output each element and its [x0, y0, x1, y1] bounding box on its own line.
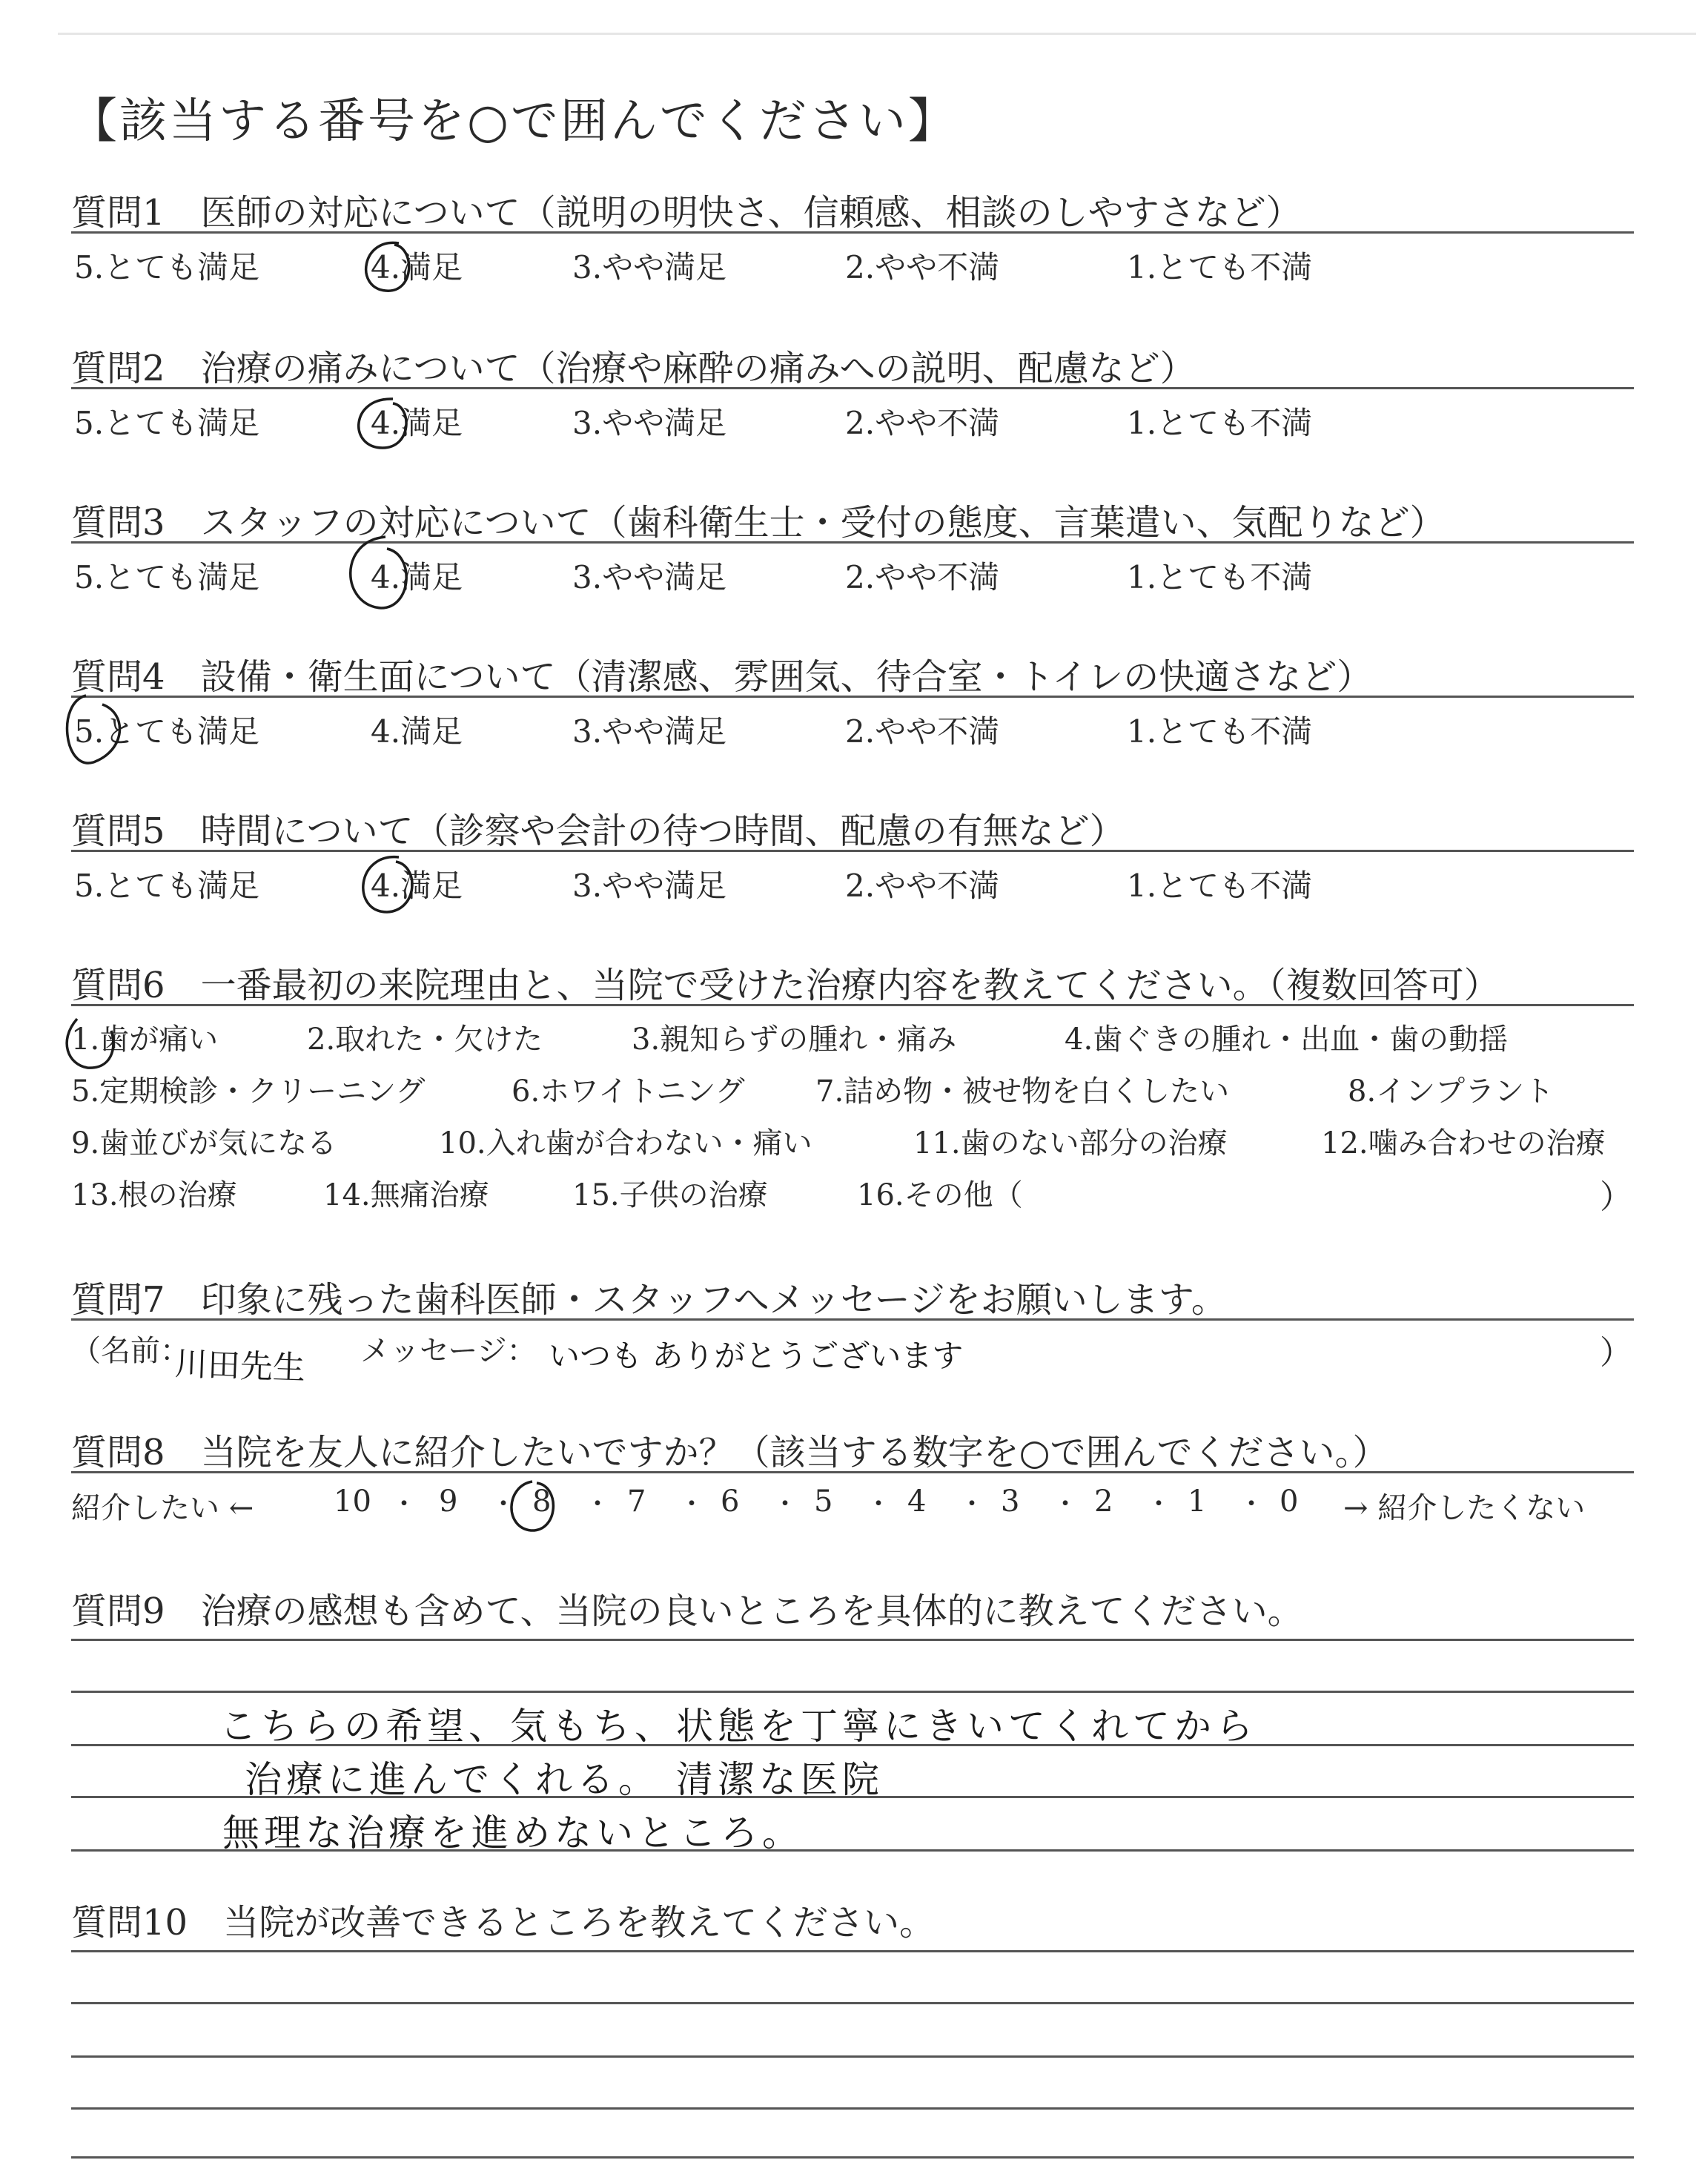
question-text: 治療の痛みについて（治療や麻酔の痛みへの説明、配慮など） [200, 348, 1196, 389]
q2-option-2[interactable]: 2.やや不満 [845, 405, 1000, 441]
q5-option-5[interactable]: 5.とても満足 [74, 868, 260, 904]
q8-scale-5[interactable]: 5 [814, 1484, 833, 1519]
q2-option-5[interactable]: 5.とても満足 [74, 405, 260, 441]
question-label: 質問6 [71, 965, 165, 1006]
answer-line [71, 2107, 1634, 2110]
answer-line [71, 2055, 1634, 2058]
q4-option-1[interactable]: 1.とても不満 [1127, 713, 1313, 750]
q7-handwritten-message[interactable]: いつも ありがとうございます [549, 1338, 964, 1374]
question-rule [71, 387, 1634, 389]
q8-scale-1[interactable]: 1 [1188, 1484, 1207, 1519]
q6-option-2[interactable]: 2.取れた・欠けた [307, 1023, 543, 1057]
question-rule [71, 1318, 1634, 1321]
q6-option-3[interactable]: 3.親知らずの腫れ・痛み [632, 1023, 957, 1057]
q1-option-5[interactable]: 5.とても満足 [74, 249, 260, 285]
question-text: 時間について（診察や会計の待つ時間、配慮の有無など） [200, 810, 1125, 852]
question-3 [71, 494, 1446, 545]
q8-scale-separator: ・ [490, 1489, 517, 1519]
q3-option-2[interactable]: 2.やや不満 [845, 559, 1000, 595]
q3-option-4[interactable]: 4.満足 [371, 559, 463, 595]
question-text: 治療の感想も含めて、当院の良いところを具体的に教えてください。 [200, 1591, 1303, 1632]
question-label: 質問9 [71, 1591, 165, 1632]
q6-option-8[interactable]: 8.インプラント [1348, 1074, 1555, 1109]
q8-left-label: 紹介したい ← [71, 1491, 254, 1525]
question-rule [71, 1004, 1634, 1006]
q6-option-7[interactable]: 7.詰め物・被せ物を白くしたい [815, 1074, 1230, 1109]
answer-line [71, 1639, 1634, 1641]
q8-scale-separator: ・ [584, 1489, 612, 1519]
question-label: 質問7 [71, 1279, 165, 1321]
question-text: 当院が改善できるところを教えてください。 [223, 1902, 936, 1943]
q8-scale-9[interactable]: 9 [439, 1484, 458, 1519]
question-label: 質問5 [71, 810, 165, 852]
answer-line [71, 1950, 1634, 1952]
answer-line [71, 1691, 1634, 1693]
q8-scale-4[interactable]: 4 [907, 1484, 927, 1519]
question-9 [71, 1582, 1303, 1634]
q8-scale-separator: ・ [1052, 1489, 1079, 1519]
q9-handwritten-line-3[interactable]: 無理な治療を進めないところ。 [222, 1811, 804, 1855]
q8-scale-8[interactable]: 8 [532, 1484, 552, 1519]
q8-scale-separator: ・ [1238, 1489, 1265, 1519]
question-6 [71, 957, 1500, 1008]
q8-scale-separator: ・ [391, 1489, 418, 1519]
q6-option-9[interactable]: 9.歯並びが気になる [71, 1126, 337, 1160]
question-text: スタッフの対応について（歯科衛生士・受付の態度、言葉遣い、気配りなど） [200, 502, 1446, 544]
question-rule [71, 1471, 1634, 1473]
q6-option-15[interactable]: 15.子供の治療 [572, 1178, 768, 1212]
q5-option-1[interactable]: 1.とても不満 [1127, 868, 1313, 904]
q1-option-3[interactable]: 3.やや満足 [572, 249, 727, 285]
question-1 [71, 184, 1302, 235]
question-4 [71, 648, 1372, 699]
question-7 [71, 1271, 1227, 1322]
q7-handwritten-name[interactable]: 川田先生 [174, 1344, 306, 1388]
q8-scale-separator: ・ [772, 1489, 799, 1519]
q4-option-2[interactable]: 2.やや不満 [845, 713, 1000, 750]
question-text: 一番最初の来院理由と、当院で受けた治療内容を教えてください。（複数回答可） [200, 965, 1500, 1006]
q6-option-10[interactable]: 10.入れ歯が合わない・痛い [439, 1126, 812, 1160]
q8-scale-separator: ・ [865, 1489, 893, 1519]
question-label: 質問10 [71, 1902, 188, 1943]
q1-option-2[interactable]: 2.やや不満 [845, 249, 1000, 285]
q1-option-1[interactable]: 1.とても不満 [1127, 249, 1313, 285]
q9-handwritten-line-2[interactable]: 治療に進んでくれる。 清潔な医院 [245, 1758, 884, 1801]
q6-option-11[interactable]: 11.歯のない部分の治療 [913, 1126, 1228, 1160]
question-label: 質問8 [71, 1432, 165, 1473]
q6-option-5[interactable]: 5.定期検診・クリーニング [71, 1074, 426, 1109]
q8-scale-6[interactable]: 6 [721, 1484, 740, 1519]
q5-option-3[interactable]: 3.やや満足 [572, 868, 727, 904]
q3-option-3[interactable]: 3.やや満足 [572, 559, 727, 595]
q8-scale-separator: ・ [1145, 1489, 1173, 1519]
question-10 [71, 1894, 935, 1945]
q1-option-4[interactable]: 4.満足 [371, 249, 463, 285]
q7-close-paren: ） [1600, 1334, 1632, 1372]
q2-option-3[interactable]: 3.やや満足 [572, 405, 727, 441]
question-text: 医師の対応について（説明の明快さ、信頼感、相談のしやすさなど） [200, 192, 1302, 234]
q8-right-label: → 紹介したくない [1343, 1491, 1586, 1525]
q6-option-13[interactable]: 13.根の治療 [71, 1178, 237, 1212]
q3-option-5[interactable]: 5.とても満足 [74, 559, 260, 595]
q7-name-label: （名前： [71, 1334, 190, 1368]
q6-option-6[interactable]: 6.ホワイトニング [512, 1074, 745, 1109]
question-text: 印象に残った歯科医師・スタッフへメッセージをお願いします。 [200, 1279, 1227, 1321]
question-label: 質問3 [71, 502, 165, 544]
q6-other-close-paren: ） [1600, 1178, 1632, 1216]
question-5 [71, 802, 1125, 853]
q7-message-label: メッセージ： [360, 1334, 537, 1368]
q6-option-12[interactable]: 12.噛み合わせの治療 [1321, 1126, 1606, 1160]
q5-option-4[interactable]: 4.満足 [371, 868, 463, 904]
q8-scale-separator: ・ [678, 1489, 706, 1519]
page-top-border [58, 33, 1696, 35]
q8-scale-2[interactable]: 2 [1094, 1484, 1113, 1519]
question-rule [71, 850, 1634, 852]
question-text: 当院を友人に紹介したいですか？（該当する数字を○で囲んでください。） [200, 1432, 1388, 1473]
q8-scale-separator: ・ [959, 1489, 986, 1519]
q6-option-14[interactable]: 14.無痛治療 [323, 1178, 489, 1212]
question-8 [71, 1424, 1388, 1475]
q9-handwritten-line-1[interactable]: こちらの希望、気もち、状態を丁寧にきいてくれてから [219, 1705, 1257, 1748]
question-rule [71, 541, 1634, 544]
question-text: 設備・衛生面について（清潔感、雰囲気、待合室・トイレの快適さなど） [200, 656, 1373, 698]
q8-scale-0[interactable]: 0 [1280, 1484, 1299, 1519]
q6-option-4[interactable]: 4.歯ぐきの腫れ・出血・歯の動揺 [1065, 1023, 1509, 1057]
q8-scale-7[interactable]: 7 [627, 1484, 646, 1519]
answer-line [71, 2002, 1634, 2004]
q5-option-2[interactable]: 2.やや不満 [845, 868, 1000, 904]
q8-scale-3[interactable]: 3 [1001, 1484, 1020, 1519]
answer-line [71, 2156, 1634, 2159]
question-2 [71, 340, 1196, 391]
q4-option-4[interactable]: 4.満足 [371, 713, 463, 750]
q8-scale-10[interactable]: 10 [334, 1484, 371, 1519]
question-label: 質問1 [71, 192, 165, 234]
q2-option-1[interactable]: 1.とても不満 [1127, 405, 1313, 441]
q2-option-4[interactable]: 4.満足 [371, 405, 463, 441]
question-rule [71, 231, 1634, 234]
q4-option-5[interactable]: 5.とても満足 [74, 713, 260, 750]
q6-option-1[interactable]: 1.歯が痛い [71, 1023, 219, 1057]
question-rule [71, 696, 1634, 698]
question-label: 質問2 [71, 348, 165, 389]
q3-option-1[interactable]: 1.とても不満 [1127, 559, 1313, 595]
q6-option-16[interactable]: 16.その他（ [857, 1178, 1023, 1212]
survey-header: 【該当する番号を○で囲んでください】 [70, 94, 958, 149]
question-label: 質問4 [71, 656, 165, 698]
q4-option-3[interactable]: 3.やや満足 [572, 713, 727, 750]
